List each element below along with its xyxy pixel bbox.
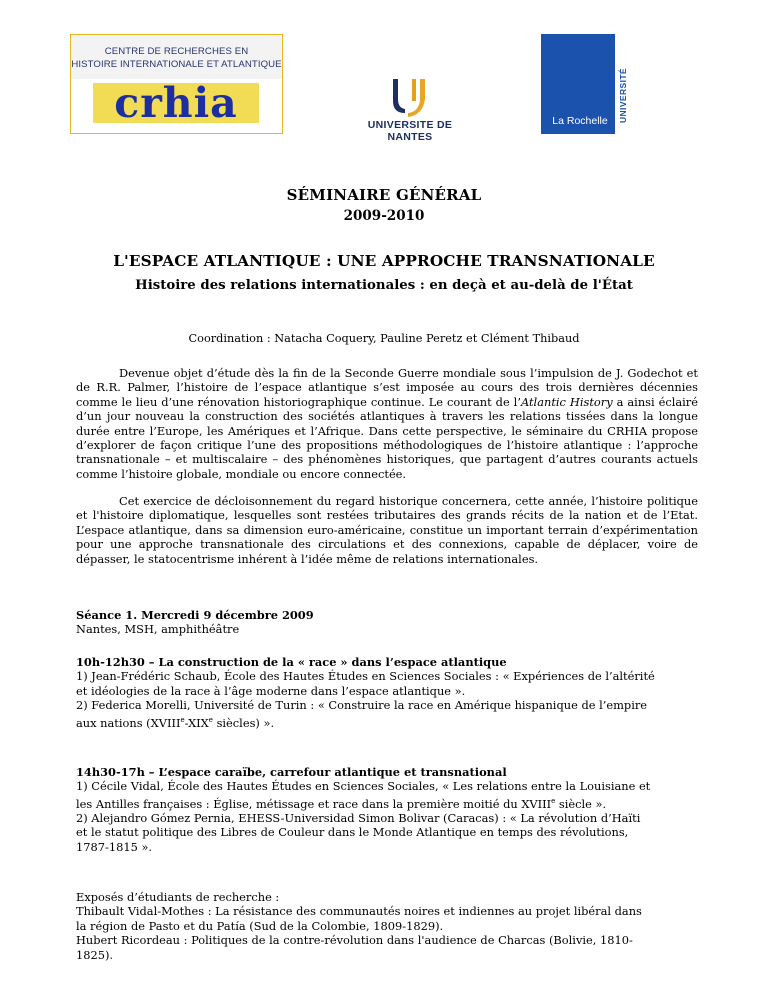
morning-talk-2-text-b: -XIX	[184, 715, 209, 730]
afternoon-talk-1-line-2	[76, 794, 698, 811]
student-1-line-1: Thibault Vidal-Mothes : La résistance des communautés noires et indiennes au projet libéral dans	[76, 904, 642, 919]
students-heading: Exposés d’étudiants de recherche :	[76, 890, 280, 904]
crhia-logo-line1: CENTRE DE RECHERCHES EN	[104, 46, 249, 57]
nantes-emblem-icon	[388, 75, 434, 117]
morning-talk-1-line-2: et idéologies de la race à l’âge moderne dans l’espace atlantique ».	[76, 683, 466, 698]
student-presentations	[76, 890, 698, 962]
student-1-line-2: la région de Pasto et du Patía (Sud de la Colombie, 1809-1829).	[76, 918, 444, 933]
morning-talk-2-line-2	[76, 713, 698, 730]
intro-p1-italic: Atlantic History	[520, 394, 613, 409]
afternoon-session	[76, 765, 698, 854]
crhia-logo	[70, 34, 283, 134]
century-superscript: e	[208, 715, 213, 724]
morning-session	[76, 655, 698, 730]
crhia-logo-line2: HISTOIRE INTERNATIONALE ET ATLANTIQUE	[71, 59, 282, 70]
afternoon-talk-2-line-3: 1787-1815 ».	[76, 839, 153, 854]
afternoon-talk-2-line-2: et le statut politique des Libres de Couleur dans le Monde Atlantique en temps des révolutions,	[76, 825, 629, 840]
rochelle-logo-name: La Rochelle	[552, 115, 608, 127]
student-2-line-2: 1825).	[76, 947, 114, 962]
universite-nantes-logo	[345, 75, 475, 143]
seance-heading: Séance 1. Mercredi 9 décembre 2009	[76, 608, 314, 622]
universite-nantes-name: UNIVERSITE DE NANTES	[367, 119, 453, 143]
seminar-year: 2009-2010	[343, 208, 425, 224]
afternoon-talk-1-text-a: les Antilles françaises : Église, métissage et race dans la première moitié du XVIII	[76, 796, 552, 811]
seance-place: Nantes, MSH, amphithéâtre	[76, 622, 240, 637]
crhia-logo-wordmark: crhia	[93, 83, 259, 123]
universite-la-rochelle-logo	[541, 34, 629, 134]
student-2-line-1: Hubert Ricordeau : Politiques de la contre-révolution dans l'audience de Charcas (Bolivie, 1810-	[76, 933, 633, 948]
seance-header	[76, 608, 698, 637]
intro-paragraph-2: Cet exercice de décloisonnement du regard historique concernera, cette année, l’histoire politique et l'histoire diplomatique, lesquelles sont restées tributaires des grands récits de la nation et de l’Etat. L’espace atlantique, dans sa dimension euro-américaine, constitue un important terrain d’expérimentation pour une approche transnationale des circulations et des connexions, capable de déplacer, voire de dépasser, le statocentrisme inhérent à l’idée même de relations internationales.	[76, 494, 698, 566]
morning-talk-2-text-a: aux nations (XVIII	[76, 715, 181, 730]
morning-talk-2-text-c: siècles) ».	[212, 715, 275, 730]
afternoon-heading: 14h30-17h – L’espace caraïbe, carrefour atlantique et transnational	[76, 765, 507, 779]
seminar-title: SÉMINAIRE GÉNÉRAL	[286, 186, 482, 204]
afternoon-talk-1-line-1: 1) Cécile Vidal, École des Hautes Études en Sciences Sociales, « Les relations entre la Louisiane et	[76, 779, 651, 794]
century-superscript: e	[551, 796, 556, 805]
intro-paragraph-1	[76, 366, 698, 481]
morning-heading: 10h-12h30 – La construction de la « race » dans l’espace atlantique	[76, 655, 507, 669]
intro-p1-text-b: a ainsi éclairé d’un jour nouveau la construction des sociétés atlantiques à travers les relations tissées dans la longue durée entre l’Europe, les Amériques et l’Afrique. Dans cette perspective, le séminaire du CRHIA propose d’explorer de façon critique l’une des propositions méthodologiques de l’histoire atlantique : l’approche transnationale – et multiscalaire – des phénomènes historiques, que partagent d’autres courants actuels comme l’histoire globale, mondiale ou encore connectée.	[76, 394, 698, 481]
subtitle: Histoire des relations internationales : en deçà et au-delà de l'État	[135, 278, 633, 293]
main-title: L'ESPACE ATLANTIQUE : UNE APPROCHE TRANSNATIONALE	[113, 252, 655, 270]
crhia-logo-caption	[71, 35, 282, 79]
morning-talk-2-line-1: 2) Federica Morelli, Université de Turin : « Construire la race en Amérique hispanique de l’empire	[76, 698, 648, 713]
coordination-line: Coordination : Natacha Coquery, Pauline Peretz et Clément Thibaud	[188, 332, 580, 345]
intro-p1-text-a: Devenue objet d’étude dès la fin de la Seconde Guerre mondiale sous l’impulsion de J. Godechot et de R.R. Palmer, l’histoire de l’espace atlantique s’est imposée au cours des trois dernières décennies comme le lieu d’une rénovation historiographique continue. Le courant de l’	[76, 366, 698, 409]
rochelle-logo-vertical-text: UNIVERSITÉ	[618, 68, 628, 124]
afternoon-talk-2-line-1: 2) Alejandro Gómez Pernia, EHESS-Universidad Simon Bolivar (Caracas) : « La révolution d’Haïti	[76, 811, 641, 826]
century-superscript: e	[180, 715, 185, 724]
afternoon-talk-1-text-b: siècle ».	[555, 796, 607, 811]
morning-talk-1-line-1: 1) Jean-Frédéric Schaub, École des Hautes Études en Sciences Sociales : « Expériences de l’altérité	[76, 669, 655, 684]
